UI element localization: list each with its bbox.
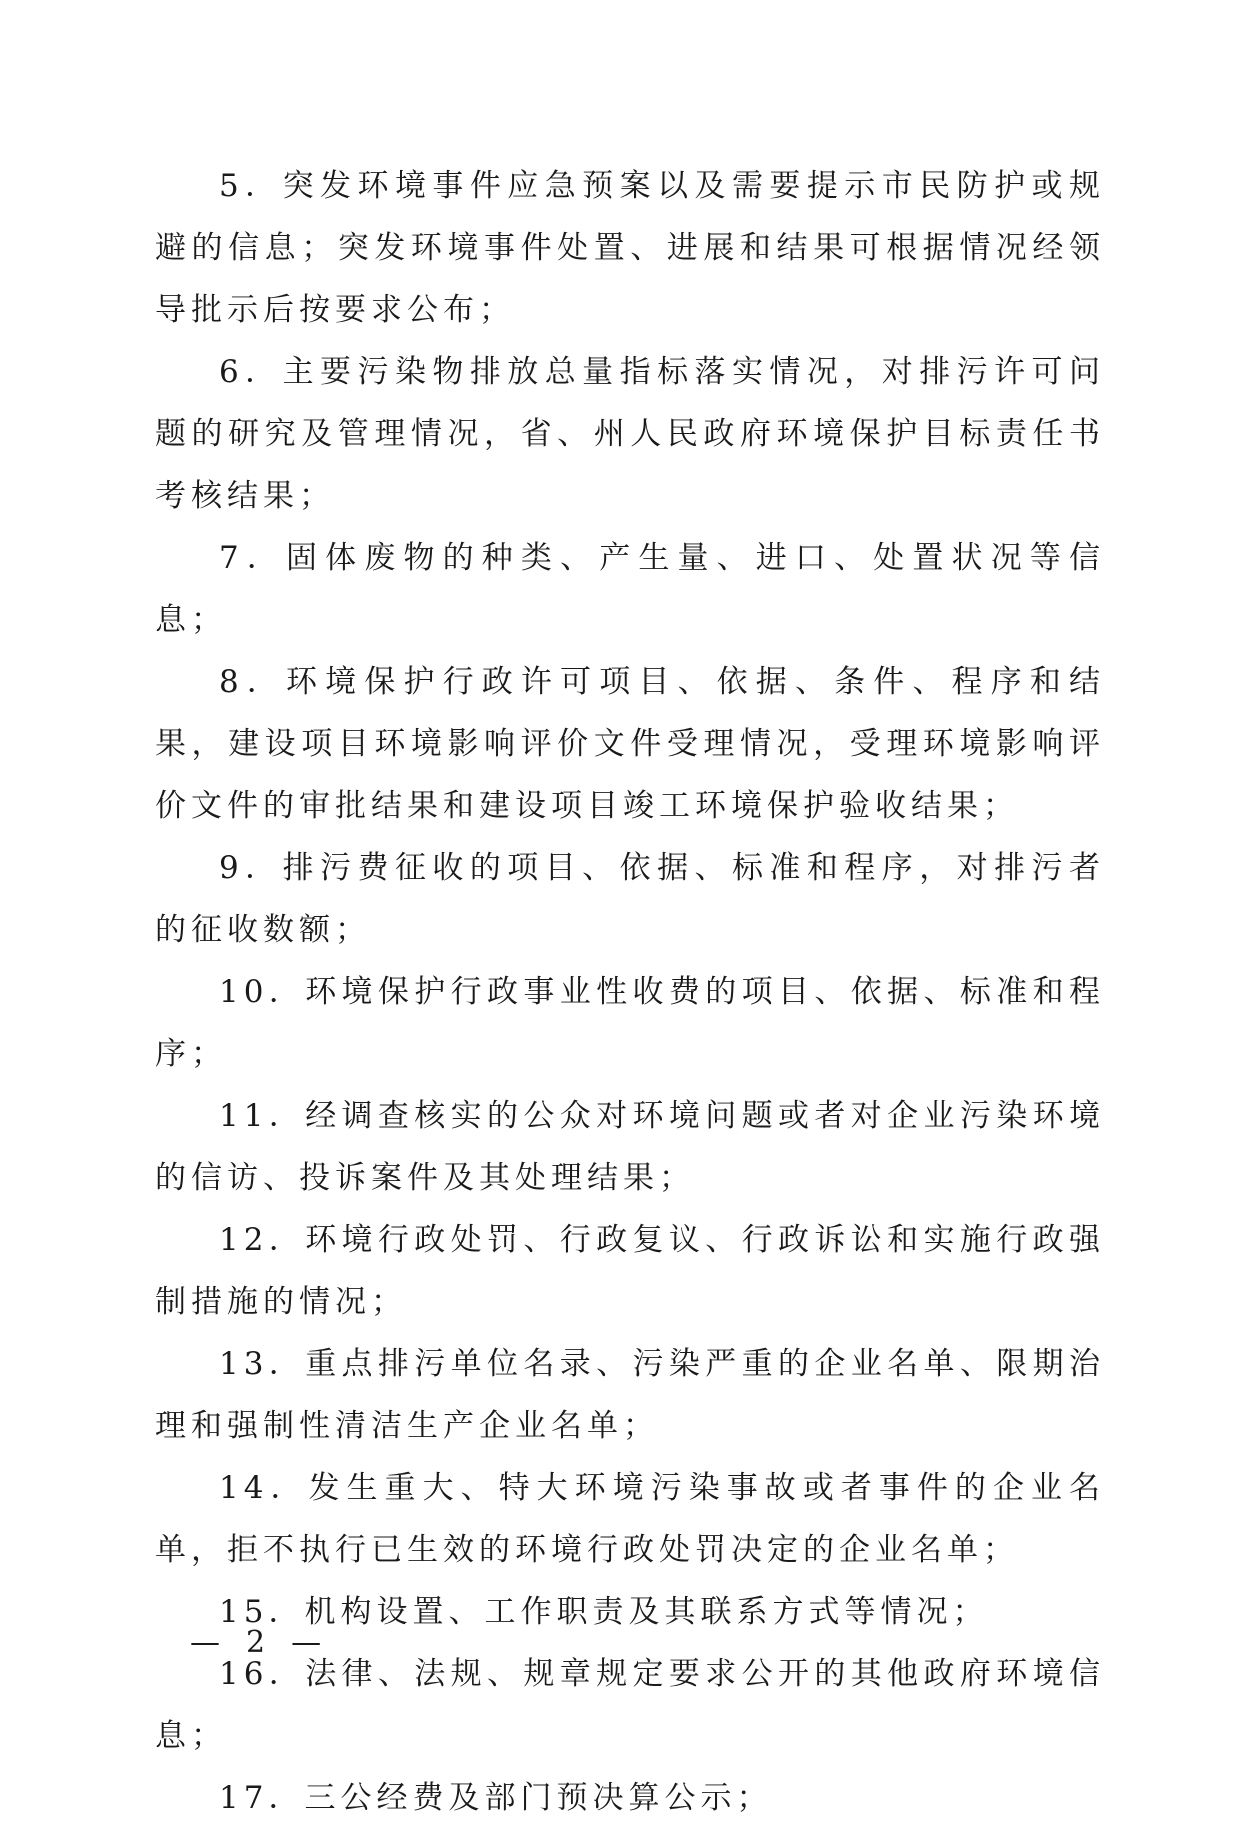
paragraph-item-14: 14．发生重大、特大环境污染事故或者事件的企业名单，拒不执行已生效的环境行政处罚决定的企业名单； — [155, 1470, 1105, 1568]
paragraph-item-13: 13．重点排污单位名录、污染严重的企业名单、限期治理和强制性清洁生产企业名单； — [155, 1346, 1105, 1444]
paragraph-item-6: 6．主要污染物排放总量指标落实情况，对排污许可问题的研究及管理情况，省、州人民政府环境保护目标责任书考核结果； — [155, 354, 1105, 514]
paragraph-item-8: 8．环境保护行政许可项目、依据、条件、程序和结果，建设项目环境影响评价文件受理情况，受理环境影响评价文件的审批结果和建设项目竣工环境保护验收结果； — [155, 664, 1105, 824]
paragraph-item-11: 11．经调查核实的公众对环境问题或者对企业污染环境的信访、投诉案件及其处理结果； — [155, 1098, 1105, 1196]
paragraph-item-9: 9．排污费征收的项目、依据、标准和程序，对排污者的征收数额； — [155, 850, 1105, 948]
paragraph-item-16: 16．法律、法规、规章规定要求公开的其他政府环境信息； — [155, 1656, 1105, 1754]
footer-dash-right: — — [291, 1625, 326, 1660]
paragraph-item-17: 17．三公经费及部门预决算公示； — [219, 1780, 773, 1816]
paragraph-item-5: 5．突发环境事件应急预案以及需要提示市民防护或规避的信息；突发环境事件处置、进展和结果可根据情况经领导批示后按要求公布； — [155, 168, 1105, 328]
footer-dash-left: — — [190, 1625, 224, 1660]
paragraph-item-12: 12．环境行政处罚、行政复议、行政诉讼和实施行政强制措施的情况； — [155, 1222, 1105, 1320]
paragraph-item-7: 7．固体废物的种类、产生量、进口、处置状况等信息； — [155, 540, 1105, 638]
paragraph-item-10: 10．环境保护行政事业性收费的项目、依据、标准和程序； — [155, 974, 1105, 1072]
page-footer — [190, 1625, 325, 1660]
paragraph-item-15: 15．机构设置、工作职责及其联系方式等情况； — [219, 1594, 989, 1630]
page-number: 2 — [246, 1625, 270, 1660]
document-body — [155, 155, 1105, 1829]
